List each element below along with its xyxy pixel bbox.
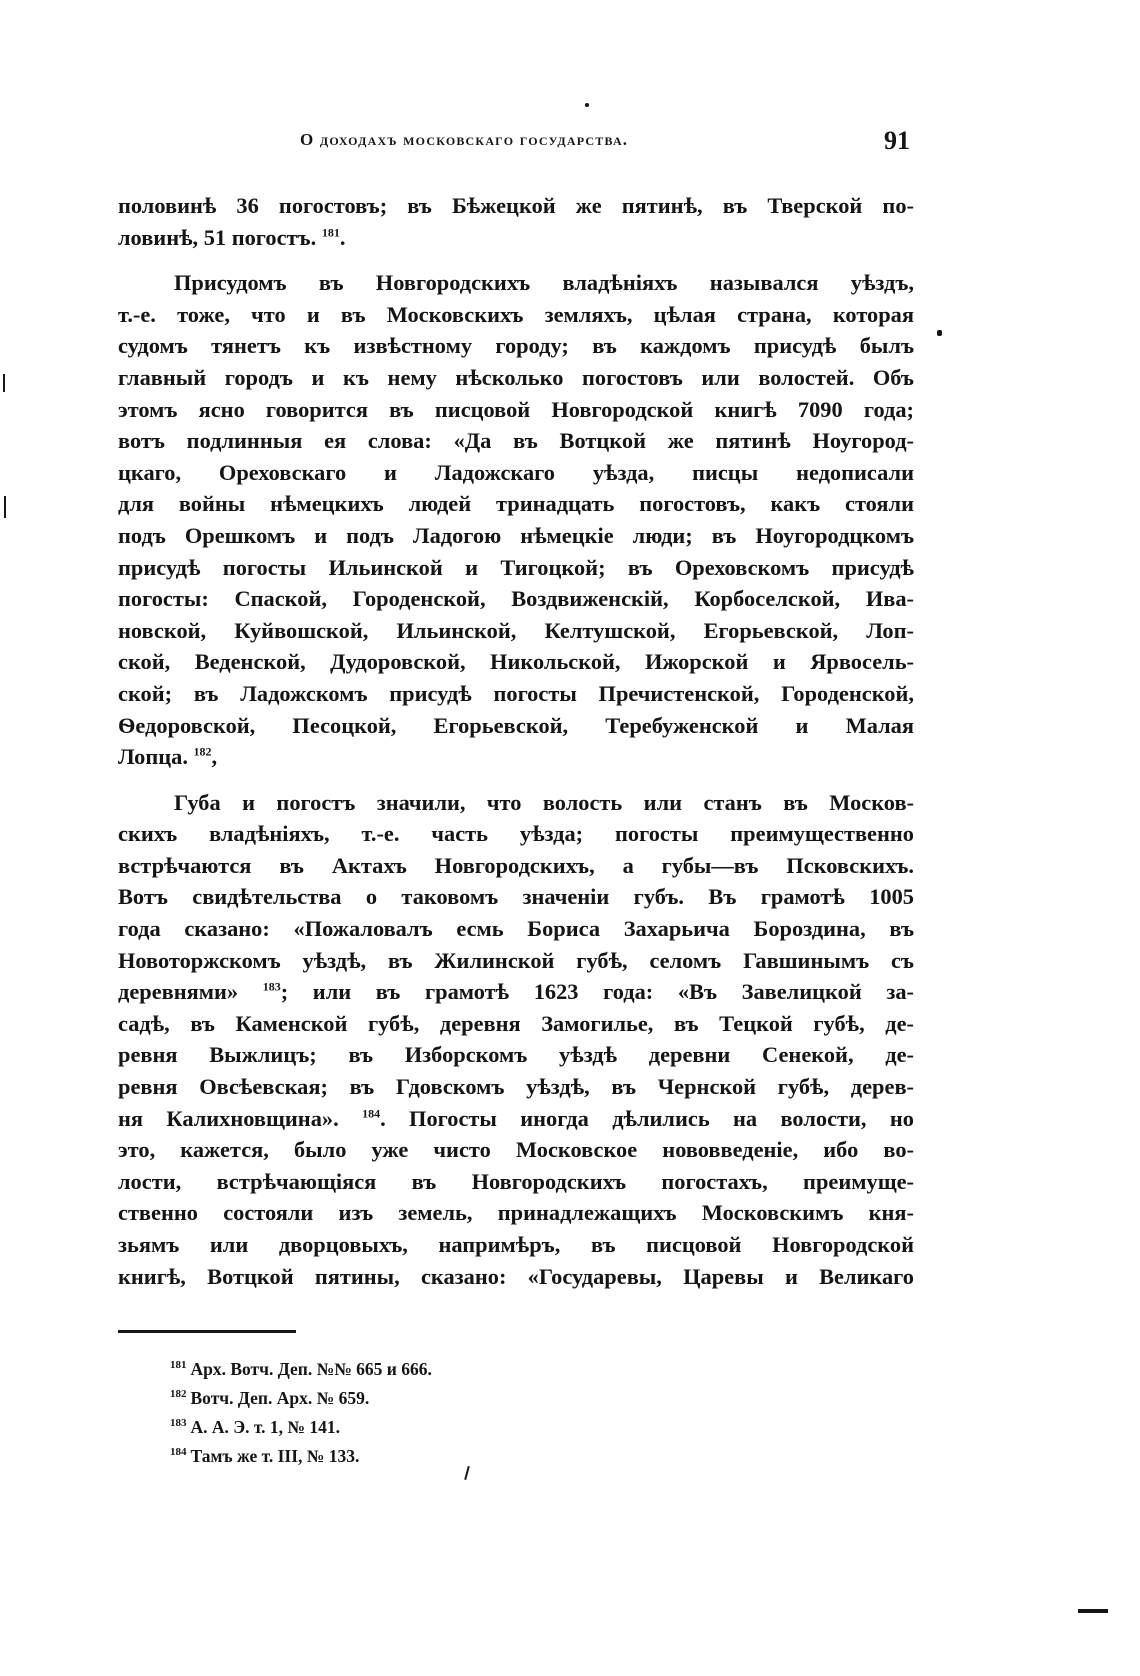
text-line: лости, встрѣчающіяся въ Новгородскихъ погостахъ, преимуще- <box>118 1168 914 1194</box>
text-line: года сказано: «Пожаловалъ есмь Бориса Захарьича Бороздина, въ <box>118 916 914 942</box>
text-line: ревня Овсѣевская; въ Гдовскомъ уѣздѣ, въ Чернской губѣ, дерев- <box>118 1074 914 1100</box>
text-line: цкаго, Ореховскаго и Ладожскаго уѣзда, писцы недописали <box>118 459 914 485</box>
text-line: погосты: Спаской, Городенской, Воздвиженскій, Корбоселской, Ива- <box>118 586 914 612</box>
text-line: Губа и погостъ значили, что волость или станъ въ Москов- <box>174 789 914 815</box>
footnotes <box>170 1355 770 1471</box>
footnote-rule <box>118 1330 296 1333</box>
text-line: встрѣчаются въ Актахъ Новгородскихъ, а губы—въ Псковскихъ. <box>118 852 914 878</box>
text-line: ня Калихновщина». $^{184}$. Погосты иногда дѣлились на волости, но <box>118 1105 914 1131</box>
text-line: ревня Выжлицъ; въ Изборскомъ уѣздѣ деревни Сенекой, де- <box>118 1042 914 1068</box>
footnote: $^{183}$ А. А. Э. т. 1, № 141. <box>170 1417 341 1437</box>
footnote-mark: 183 <box>170 1417 187 1430</box>
text-line: садѣ, въ Каменской губѣ, деревня Замогилье, въ Тецкой губѣ, де- <box>118 1010 914 1036</box>
note-ref: 182 <box>193 744 212 759</box>
text-line: половинѣ 36 погостовъ; въ Бѣжецкой же пятинѣ, въ Тверской по- <box>118 193 914 218</box>
scan-speck <box>585 103 589 107</box>
text-line: т.-е. тоже, что и въ Московскихъ земляхъ, цѣлая страна, которая <box>118 301 914 327</box>
text-line: этомъ ясно говорится въ писцовой Новгородской книгѣ 7090 года; <box>118 396 914 422</box>
footnote-mark: 181 <box>170 1359 187 1372</box>
text-line: ственно состояли изъ земель, принадлежащихъ Московскимъ кня- <box>118 1200 914 1226</box>
scan-speck <box>4 496 6 518</box>
scan-speck <box>1078 1609 1108 1613</box>
text-line: главный городъ и къ нему нѣсколько погостовъ или волостей. Объ <box>118 364 914 390</box>
page-header <box>300 126 910 158</box>
text-line: вотъ подлинныя ея слова: «Да въ Вотцкой же пятинѣ Ноугород- <box>118 428 914 454</box>
footnote: $^{184}$ Тамъ же т. III, № 133. <box>170 1446 360 1466</box>
footnote: $^{181}$ Арх. Вотч. Деп. №№ 665 и 666. <box>170 1359 432 1379</box>
text-line: скихъ владѣніяхъ, т.-е. часть уѣзда; погосты преимущественно <box>118 821 914 847</box>
text-line: Лопца. $^{182}$, <box>118 744 218 770</box>
page-number: 91 <box>884 126 910 155</box>
text-line: книгѣ, Вотцкой пятины, сказано: «Государевы, Царевы и Великаго <box>118 1263 914 1289</box>
text-line: для войны нѣмецкихъ людей тринадцать погостовъ, какъ стояли <box>118 491 914 517</box>
scan-speck <box>3 374 5 392</box>
note-ref: 184 <box>362 1106 381 1121</box>
text-line: ловинѣ, 51 погостъ. $^{181}$. <box>118 224 346 250</box>
text-line: присудѣ погосты Ильинской и Тигоцкой; въ Ореховскомъ присудѣ <box>118 554 914 580</box>
running-head: О доходахъ московскаго государства. <box>300 130 629 149</box>
footnote-mark: 184 <box>170 1446 187 1459</box>
text-line: Ѳедоровской, Песоцкой, Егорьевской, Теребуженской и Малая <box>118 712 914 738</box>
text-line: зьямъ или дворцовыхъ, напримѣръ, въ писцовой Новгородской <box>118 1232 914 1257</box>
footnote: $^{182}$ Вотч. Деп. Арх. № 659. <box>170 1388 370 1408</box>
note-ref: 183 <box>262 979 281 994</box>
body-text <box>118 190 914 1292</box>
text-line: это, кажется, было уже чисто Московское нововведеніе, ибо во- <box>118 1137 914 1163</box>
text-line: Присудомъ въ Новгородскихъ владѣніяхъ назывался уѣздъ, <box>174 270 914 296</box>
text-line: подъ Орешкомъ и подъ Ладогою нѣмецкіе люди; въ Ноугородцкомъ <box>118 522 914 548</box>
scan-speck <box>937 330 942 336</box>
text-line: деревнями» $^{183}$; или въ грамотѣ 1623 года: «Въ Завелицкой за- <box>118 979 914 1005</box>
text-line: судомъ тянетъ къ извѣстному городу; въ каждомъ присудѣ былъ <box>118 333 914 359</box>
note-ref: 181 <box>321 225 340 240</box>
text-line: новской, Куйвошской, Ильинской, Келтушской, Егорьевской, Лоп- <box>118 617 914 643</box>
text-line: ской, Веденской, Дудоровской, Никольской, Ижорской и Ярвосель- <box>118 649 914 675</box>
footnote-mark: 182 <box>170 1388 187 1401</box>
text-line: Новоторжскомъ уѣздѣ, въ Жилинской губѣ, селомъ Гавшинымъ съ <box>118 947 914 973</box>
text-line: Вотъ свидѣтельства о таковомъ значеніи губъ. Въ грамотѣ 1005 <box>118 884 914 910</box>
text-line: ской; въ Ладожскомъ присудѣ погосты Пречистенской, Городенской, <box>118 680 914 706</box>
